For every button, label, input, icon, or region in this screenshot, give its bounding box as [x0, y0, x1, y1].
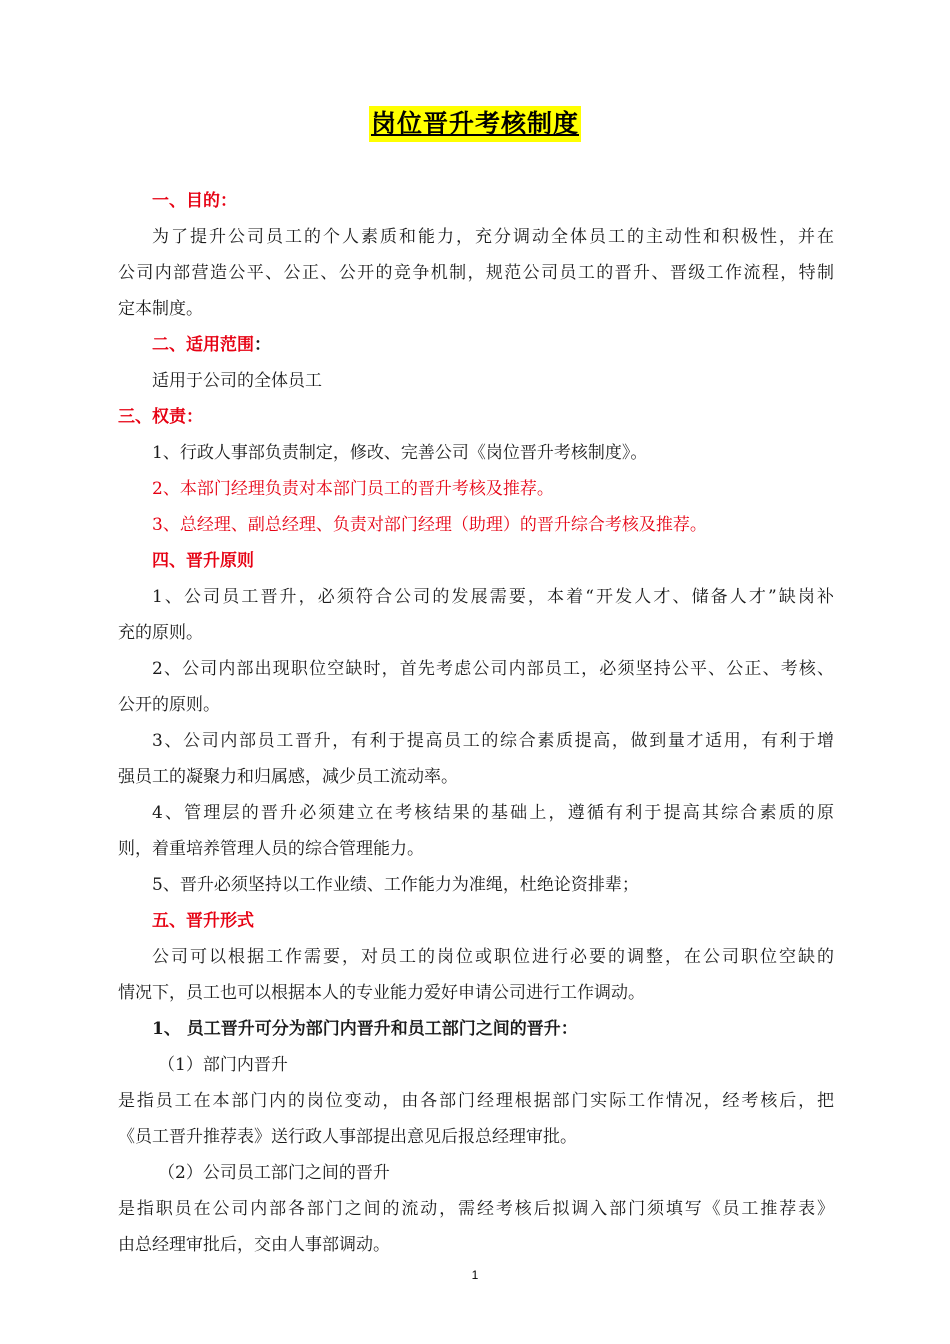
principles-line: 2、公司内部出现职位空缺时，首先考虑公司内部员工，必须坚持公平、公正、考核、	[152, 659, 834, 679]
principles-line: 3、公司内部员工晋升，有利于提高员工的综合素质提高，做到量才适用，有利于增	[152, 731, 834, 751]
section-scope-heading	[118, 332, 834, 368]
forms-item2-line: 由总经理审批后，交由人事部调动。	[118, 1235, 390, 1255]
forms-subheading: 1、 员工晋升可分为部门内晋升和员工部门之间的晋升：	[152, 1019, 578, 1039]
forms-item1-title: （1）部门内晋升	[158, 1055, 288, 1075]
forms-intro-line: 情况下，员工也可以根据本人的专业能力爱好申请公司进行工作调动。	[118, 983, 645, 1003]
principles-line: 1、公司员工晋升，必须符合公司的发展需要，本着“开发人才、储备人才”缺岗补	[152, 587, 834, 607]
principles-line: 5、晋升必须坚持以工作业绩、工作能力为准绳，杜绝论资排辈；	[152, 875, 639, 895]
section-rights-heading: 三、权责：	[118, 407, 203, 427]
section-forms-heading: 五、晋升形式	[152, 911, 254, 931]
forms-item1-line: 《员工晋升推荐表》送行政人事部提出意见后报总经理审批。	[118, 1127, 577, 1147]
rights-item: 3、总经理、副总经理、负责对部门经理（助理）的晋升综合考核及推荐。	[152, 515, 707, 535]
document-body	[118, 188, 834, 1268]
section-principles-heading: 四、晋升原则	[152, 551, 254, 571]
title-container	[0, 106, 950, 142]
purpose-line: 公司内部营造公平、公正、公开的竞争机制，规范公司员工的晋升、晋级工作流程，特制	[118, 263, 834, 283]
forms-intro-line: 公司可以根据工作需要，对员工的岗位或职位进行必要的调整，在公司职位空缺的	[152, 947, 834, 967]
document-title: 岗位晋升考核制度	[369, 106, 581, 142]
forms-item1-line: 是指员工在本部门内的岗位变动，由各部门经理根据部门实际工作情况，经考核后，把	[118, 1091, 834, 1111]
section-purpose-heading: 一、目的：	[152, 191, 237, 211]
scope-heading-text: 二、适用范围	[152, 335, 254, 355]
rights-item: 1、行政人事部负责制定，修改、完善公司《岗位晋升考核制度》。	[152, 443, 648, 463]
rights-item: 2、本部门经理负责对本部门员工的晋升考核及推荐。	[152, 479, 554, 499]
page-number: 1	[471, 1268, 479, 1282]
principles-line: 充的原则。	[118, 623, 203, 643]
forms-item2-title: （2）公司员工部门之间的晋升	[158, 1163, 390, 1183]
principles-line: 则，着重培养管理人员的综合管理能力。	[118, 839, 424, 859]
principles-line: 公开的原则。	[118, 695, 220, 715]
scope-text: 适用于公司的全体员工	[152, 371, 322, 391]
scope-heading-colon: ：	[254, 335, 271, 355]
purpose-line: 为了提升公司员工的个人素质和能力，充分调动全体员工的主动性和积极性，并在	[152, 227, 834, 247]
purpose-line: 定本制度。	[118, 299, 203, 319]
principles-line: 4、管理层的晋升必须建立在考核结果的基础上，遵循有利于提高其综合素质的原	[152, 803, 834, 823]
principles-line: 强员工的凝聚力和归属感，减少员工流动率。	[118, 767, 458, 787]
forms-item2-line: 是指职员在公司内部各部门之间的流动，需经考核后拟调入部门须填写《员工推荐表》	[118, 1199, 834, 1219]
